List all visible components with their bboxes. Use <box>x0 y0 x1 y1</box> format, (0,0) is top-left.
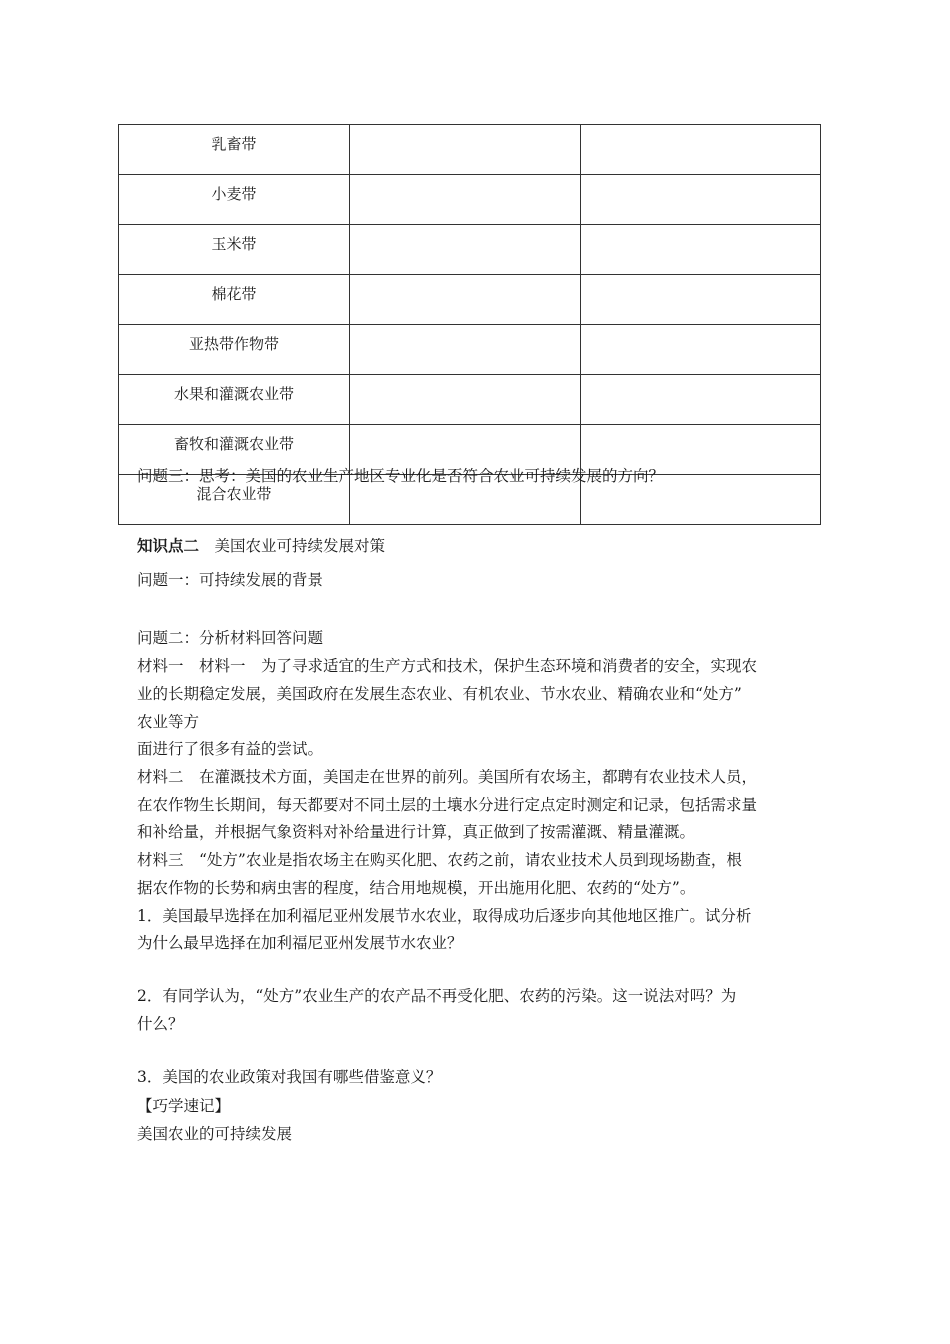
material-two-line: 在农作物生长期间，每天都要对不同土层的土壤水分进行定点定时测定和记录，包括需求量 <box>137 796 758 814</box>
table-row <box>119 175 821 225</box>
question-one: 问题一：可持续发展的背景 <box>137 571 324 589</box>
empty-cell <box>581 325 821 375</box>
empty-cell <box>350 125 581 175</box>
material-three-line: 据农作物的长势和病虫害的程度，结合用地规模，开出施用化肥、农药的“处方”。 <box>137 879 696 897</box>
empty-cell <box>350 375 581 425</box>
question-2-line: 什么？ <box>137 1015 184 1033</box>
question-2-line: 2．有同学认为，“处方”农业生产的农产品不再受化肥、农药的污染。这一说法对吗？为 <box>137 987 737 1005</box>
empty-cell <box>581 175 821 225</box>
belt-name-cell: 玉米带 <box>119 225 350 275</box>
material-two-line: 材料二 在灌溉技术方面，美国走在世界的前列。美国所有农场主，都聘有农业技术人员， <box>137 768 758 786</box>
empty-cell <box>581 225 821 275</box>
empty-cell <box>581 125 821 175</box>
knowledge-point-label: 知识点二 <box>137 536 200 555</box>
material-one-line: 面进行了很多有益的尝试。 <box>137 740 324 758</box>
belt-name-cell: 棉花带 <box>119 275 350 325</box>
question-three-think: 问题三：思考：美国的农业生产地区专业化是否符合农业可持续发展的方向？ <box>137 467 665 485</box>
knowledge-point-two-heading <box>137 536 385 556</box>
question-1-line: 为什么最早选择在加利福尼亚州发展节水农业？ <box>137 934 463 952</box>
empty-cell <box>581 375 821 425</box>
tips-text: 美国农业的可持续发展 <box>137 1125 293 1143</box>
empty-cell <box>350 325 581 375</box>
agricultural-belts-table <box>118 124 821 525</box>
table-row <box>119 275 821 325</box>
empty-cell <box>350 275 581 325</box>
table-row <box>119 325 821 375</box>
belt-name-cell: 小麦带 <box>119 175 350 225</box>
question-3: 3．美国的农业政策对我国有哪些借鉴意义？ <box>137 1068 442 1086</box>
question-1-line: 1．美国最早选择在加利福尼亚州发展节水农业，取得成功后逐步向其他地区推广。试分析 <box>137 907 752 925</box>
empty-cell <box>350 225 581 275</box>
empty-cell <box>581 275 821 325</box>
belt-name-cell: 亚热带作物带 <box>119 325 350 375</box>
table-row <box>119 375 821 425</box>
belt-name-cell: 畜牧和灌溉农业带 <box>119 425 350 475</box>
material-one-line: 材料一 材料一 为了寻求适宜的生产方式和技术，保护生态环境和消费者的安全，实现农 <box>137 657 758 675</box>
material-two-line: 和补给量，并根据气象资料对补给量进行计算，真正做到了按需灌溉、精量灌溉。 <box>137 823 696 841</box>
material-three-line: 材料三 “处方”农业是指农场主在购买化肥、农药之前，请农业技术人员到现场勘查，根 <box>137 851 742 869</box>
table-row <box>119 125 821 175</box>
table-row <box>119 225 821 275</box>
material-one-line: 业的长期稳定发展，美国政府在发展生态农业、有机农业、节水农业、精确农业和“处方” <box>137 685 742 703</box>
material-one-line: 农业等方 <box>137 713 200 731</box>
empty-cell <box>350 175 581 225</box>
belt-name-cell: 水果和灌溉农业带 <box>119 375 350 425</box>
knowledge-point-title: 美国农业可持续发展对策 <box>214 537 386 555</box>
belt-name-cell: 混合农业带 <box>119 475 350 525</box>
question-two: 问题二：分析材料回答问题 <box>137 629 324 647</box>
tips-heading: 【巧学速记】 <box>137 1097 231 1115</box>
belt-name-cell: 乳畜带 <box>119 125 350 175</box>
